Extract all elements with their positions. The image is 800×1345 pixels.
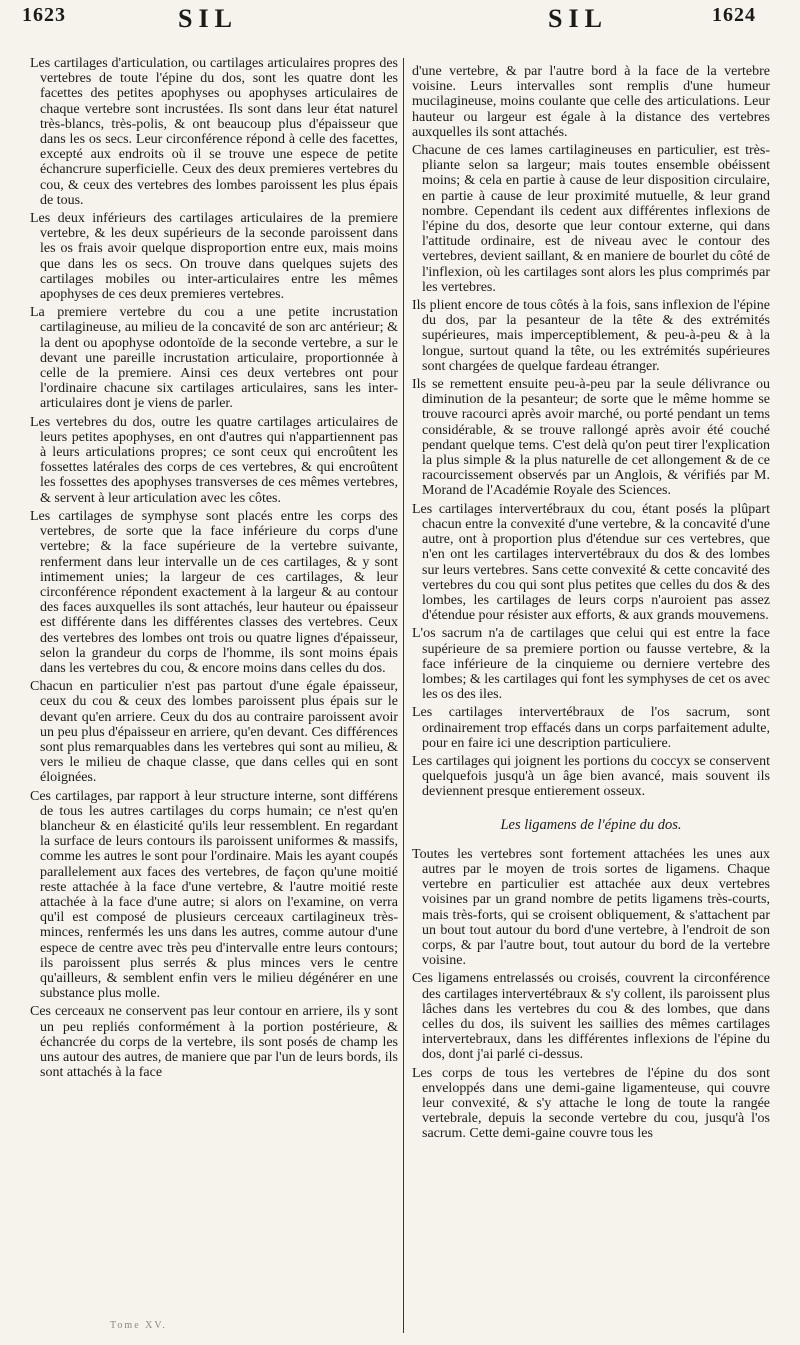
running-title-left: SIL	[178, 4, 238, 33]
page-number-right: 1624	[712, 4, 756, 26]
paragraph: Les corps de tous les vertebres de l'épine du dos sont enveloppés dans une demi-gaine ligamenteuse, qui couvre leur convexité, & s'y attache le long de toute la rangée vertebrale, depuis la seconde vertebre du cou, jusqu'à l'os sacrum. Cette demi-gaine couvre tous les	[412, 1065, 770, 1142]
paragraph: Ces ligamens entrelassés ou croisés, couvrent la circonférence des cartilages intervertébraux & s'y collent, ils paroissent plus lâches dans les vertebres du cou & des lombes, que dans celles du dos, ils suivent les saillies des mêmes cartilages intervertebraux, dans les différentes inflexions de l'épine du dos, dont j'ai parlé ci-dessus.	[412, 971, 770, 1063]
paragraph: Les cartilages de symphyse sont placés entre les corps des vertebres, de sorte que la face inférieure du corps d'une vertebre; & la face supérieure de la vertebre suivante, renferment dans leur intervalle un de ces cartilages, & y sont intimement unies; la largeur de ces cartilages, & leur circonférence répondent exactement à la largeur & au contour des faces auxquelles ils sont attachés, leur hauteur ou épaisseur est différente dans les différentes classes des vertebres. Ceux des vertebres des lombes ont trois ou quatre lignes d'épaisseur, selon la grandeur du corps de l'homme, ils sont moins épais dans les vertebres du cou, & encore moins dans celles du dos.	[30, 508, 398, 676]
running-header	[0, 0, 800, 36]
left-column	[30, 56, 398, 1083]
paragraph: Les cartilages d'articulation, ou cartilages articulaires propres des vertebres de toute l'épine du dos, sont les quatre dont les facettes des petites apophyses ou apophyses articulaires de chaque vertebre sont incrustées. Ils sont dans leur état naturel très-blancs, très-polis, & ont beaucoup plus d'épaisseur que dans les os secs. Leur circonférence répond à celle des facettes, excepté aux endroits où il se trouve une espece de petite échancrure superficielle. Ceux des deux premieres vertebres du cou, & ceux des vertebres des lombes paroissent les plus épais de tous.	[30, 56, 398, 208]
paragraph: Les deux inférieurs des cartilages articulaires de la premiere vertebre, & les deux supérieurs de la seconde paroissent dans les os frais avoir quelque disproportion entre eux, mais moins que dans les os secs. On trouve dans quelques sujets des cartilages mobiles ou inter-articulaires entre les mêmes apophyses de ces deux premieres vertebres.	[30, 211, 398, 303]
paragraph: Ces cartilages, par rapport à leur structure interne, sont différens de tous les autres cartilages du corps humain; ce n'est qu'en blancheur & en élasticité qu'ils leur ressemblent. En regardant la surface de leurs contours ils paroissent uniformes & massifs, comme les autres le sont pour l'ordinaire. Mais les ayant coupés parallelement aux faces des vertebres, de façon qu'une moitié reste attachée à la face d'une vertebre, & l'autre moitié reste attachée à la face d'une autre; si alors on l'examine, on verra qu'il est composé de plusieurs cerceaux cartilagineux très-minces, renfermés les uns dans les autres, comme autour d'une espece de centre avec très peu d'intervalle entre leurs contours; ils paroissent plus serrés & plus minces vers le centre qu'ailleurs, & semblent enfin vers le milieu dégénérer en une substance plus molle.	[30, 788, 398, 1002]
signature-mark: Tome XV.	[110, 1320, 167, 1331]
paragraph: Chacune de ces lames cartilagineuses en particulier, est très-pliante selon sa largeur; mais toutes ensemble obéissent moins; & cela en partie à cause de leur disposition circulaire, en partie à cause de leur proximité mutuelle, & leur grand nombre. Cependant ils cedent aux différentes inflexions de l'épine du dos, desorte que leur contour externe, qui dans l'attitude ordinaire, est de niveau avec le contour des vertebres, devient saillant, & en maniere de bourlet du côté de l'inflexion, où les cartilages sont alors les plus comprimés par les vertebres.	[412, 143, 770, 295]
paragraph: Les cartilages intervertébraux de l'os sacrum, sont ordinairement trop effacés dans un corps parfaitement adulte, pour en faire ici une description particuliere.	[412, 705, 770, 751]
paragraph: Ils plient encore de tous côtés à la fois, sans inflexion de l'épine du dos, par la pesanteur de la tête & des extrémités supérieures, mais imperceptiblement, & peu-à-peu & à la longue, surtout quand la tête, ou les extrémités supérieures sont chargées de quelque fardeau étranger.	[412, 298, 770, 374]
paragraph: Les vertebres du dos, outre les quatre cartilages articulaires de leurs petites apophyses, en ont d'autres qui n'appartiennent pas à leurs articulations propres; ce sont ceux qui encroûtent les fossettes latérales des corps de ces vertebres, & qui encroûtent les fossettes des apophyses transverses de ces mêmes vertebres, & servent à leur articulation avec les côtes.	[30, 414, 398, 506]
column-divider	[403, 58, 404, 1333]
paragraph-continued: d'une vertebre, & par l'autre bord à la face de la vertebre voisine. Leurs intervalles sont remplis d'une humeur mucilagineuse, moins coulante que celle des articulations. Leur hauteur ou largeur est égale à la distance des vertebres auxquelles ils sont attachés.	[412, 64, 770, 140]
running-title-right: SIL	[548, 4, 608, 33]
paragraph: Chacun en particulier n'est pas partout d'une égale épaisseur, ceux du cou & ceux des lombes paroissent plus épais sur le devant qu'en arriere. Ceux du dos au contraire paroissent avoir un peu plus d'épaisseur en arriere, qu'en devant. Ces différences sont plus remarquables dans les vertebres qui sont au milieu, & vers le milieu de chaque classe, que dans celles qui en sont éloignées.	[30, 679, 398, 786]
paragraph: L'os sacrum n'a de cartilages que celui qui est entre la face supérieure de sa premiere portion ou fausse vertebre, & la face inférieure de la cinquieme ou derniere vertebre des lombes; & les cartilages qui font les symphyses de cet os avec les os des iles.	[412, 626, 770, 703]
paragraph: Ils se remettent ensuite peu-à-peu par la seule délivrance ou diminution de la pesanteur; de sorte que le même homme se trouve racourci après avoir marché, ou porté pendant un tems considérable, & se trouve rallongé après avoir été couché pendant quelque tems. C'est delà qu'on peut tirer l'explication la plus simple & la plus naturelle de cet allongement & de ce racourcissement observés par un Anglois, & vérifiés par M. Morand de l'Académie Royale des Sciences.	[412, 377, 770, 499]
right-column	[412, 64, 770, 1145]
paragraph: Ces cerceaux ne conservent pas leur contour en arriere, ils y sont un peu repliés conformément à la portion postérieure, & échancrée du corps de la vertebre, ils sont posés de champ les uns autour des autres, de maniere que par l'un de leurs bords, ils sont attachés à la face	[30, 1004, 398, 1081]
paragraph: Toutes les vertebres sont fortement attachées les unes aux autres par le moyen de trois sortes de ligamens. Chaque vertebre en particulier est attachée aux deux vertebres voisines par un grand nombre de petits ligamens très-courts, mais très-forts, qui se croisent obliquement, & s'attachent par un bout tout autour du bord d'une vertebre, à l'endroit de son corps, & par l'autre bout, tout autour du bord de la vertebre voisine.	[412, 846, 770, 969]
paragraph: Les cartilages intervertébraux du cou, étant posés la plûpart chacun entre la convexité d'une vertebre, & la concavité d'une autre, ont à proportion plus d'étendue sur ces vertebres, que n'en ont les cartilages intervertébraux du dos & des lombes sur leurs vertebres. Sans cette convexité & cette concavité des vertebres du cou qui sont plus petites que celles du dos & des lombes, les cartilages de leurs corps n'auroient pas assez d'étendue pour résister aux efforts, & aux grands mouvemens.	[412, 501, 770, 624]
paragraph: Les cartilages qui joignent les portions du coccyx se conservent quelquefois jusqu'à un âge bien avancé, mais souvent ils deviennent presque entierement osseux.	[412, 753, 770, 800]
section-heading: Les ligamens de l'épine du dos.	[500, 816, 682, 833]
page-number-left: 1623	[22, 4, 66, 26]
paragraph: La premiere vertebre du cou a une petite incrustation cartilagineuse, au milieu de la concavité de son arc antérieur; & la dent ou apophyse odontoïde de la seconde vertebre, a sur le devant une pareille incrustation articulaire, proportionnée à celle de la premiere. Ainsi ces deux vertebres ont pour l'ordinaire chacune six cartilages articulaires, sans les inter-articulaires dont je viens de parler.	[30, 305, 398, 412]
